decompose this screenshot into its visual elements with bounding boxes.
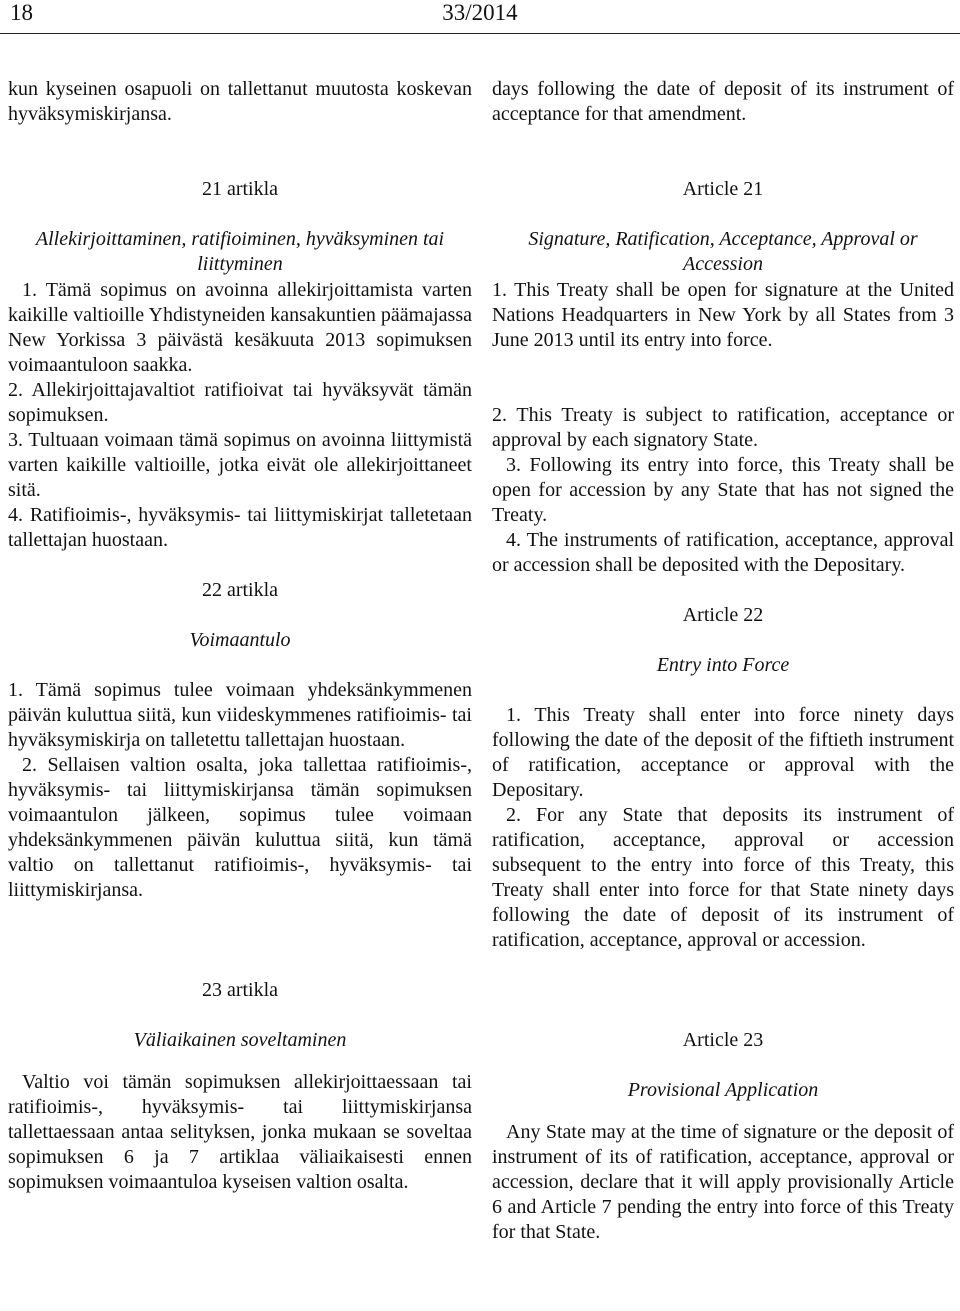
fi-intro-text: kun kyseinen osapuoli on tallettanut muutosta koskevan hyväksymiskirjansa. [8, 78, 472, 125]
fi-article-22-label: 22 artikla [201, 579, 279, 601]
fi-article-21-label: 21 artikla [201, 178, 279, 200]
en-article-21-title: Signature, Ratification, Acceptance, Approval or Accession [528, 228, 918, 275]
en-article-21-para-1: 1. This Treaty shall be open for signature at the United Nations Headquarters in New York by all States from 3 June 2013 until its entry into force. [492, 279, 954, 351]
en-article-22-para-1: 1. This Treaty shall enter into force ninety days following the date of the deposit of the fiftieth instrument of ratification, acceptance or approval with the Depositary. [492, 704, 954, 801]
fi-article-21-title: Allekirjoittaminen, ratifioiminen, hyväksyminen tai liittyminen [35, 228, 445, 275]
en-article-21-para-4: 4. The instruments of ratification, acceptance, approval or accession shall be deposited with the Depositary. [492, 529, 954, 576]
fi-article-21-para-2: 2. Allekirjoittajavaltiot ratifioivat tai hyväksyvät tämän sopimuksen. [8, 379, 472, 426]
fi-article-21-para-4: 4. Ratifioimis-, hyväksymis- tai liittymiskirjat talletetaan tallettajan huostaan. [8, 504, 472, 551]
en-article-23-title: Provisional Application [627, 1079, 819, 1101]
fi-article-23-para-1: Valtio voi tämän sopimuksen allekirjoittaessaan tai ratifioimis-, hyväksymis- tai liittymiskirjansa tallettaessaan antaa selityksen, jonka mukaan se soveltaa sopimuksen 6 ja 7 artiklaa väliaikaisesti ennen sopimuksen voimaantuloa kyseisen valtion osalta. [8, 1071, 472, 1193]
finnish-column [8, 77, 472, 1195]
fi-article-22-title: Voimaantulo [189, 629, 291, 651]
en-article-21-para-3: 3. Following its entry into force, this Treaty shall be open for accession by any State that has not signed the Treaty. [492, 454, 954, 526]
page-number: 18 [10, 0, 33, 25]
page-header [0, 0, 960, 40]
header-rule [0, 33, 960, 34]
en-article-22-title: Entry into Force [656, 654, 790, 676]
english-column [492, 77, 954, 1245]
fi-article-22-para-1: 1. Tämä sopimus tulee voimaan yhdeksänkymmenen päivän kuluttua siitä, kun viideskymmenes ratifioimis- tai hyväksymiskirja on talletettu tallettajan huostaan. [8, 679, 472, 751]
fi-article-21-para-3: 3. Tultuaan voimaan tämä sopimus on avoinna liittymistä varten kaikille valtioille, jotka eivät ole allekirjoittaneet sitä. [8, 429, 472, 501]
fi-article-23-title: Väliaikainen soveltaminen [133, 1029, 347, 1051]
issue-number: 33/2014 [442, 0, 518, 25]
fi-article-22-para-2: 2. Sellaisen valtion osalta, joka tallettaa ratifioimis-, hyväksymis- tai liittymiskirjansa tämän sopimuksen voimaantulon jälkeen, sopimus tulee voimaan yhdeksänkymmenen päivän kuluttua siitä, kun tämä valtio on tallettanut ratifioimis-, hyväksymis- tai liittymiskirjansa. [8, 754, 472, 901]
en-article-23-para-1: Any State may at the time of signature or the deposit of instrument of its of ratification, acceptance, approval or accession, declare that it will apply provisionally Article 6 and Article 7 pending the entry into force of this Treaty for that State. [492, 1121, 954, 1243]
fi-article-23-label: 23 artikla [201, 979, 279, 1001]
en-article-22-para-2: 2. For any State that deposits its instrument of ratification, acceptance, approval or accession subsequent to the entry into force of this Treaty, this Treaty shall enter into force for that State ninety days following the date of deposit of its instrument of ratification, acceptance, approval or accession. [492, 804, 954, 951]
en-intro-text: days following the date of deposit of its instrument of acceptance for that amendment. [492, 78, 954, 125]
en-article-21-label: Article 21 [682, 178, 764, 200]
fi-article-21-para-1: 1. Tämä sopimus on avoinna allekirjoittamista varten kaikille valtioille Yhdistyneiden kansakuntien päämajassa New Yorkissa 3 päivästä kesäkuuta 2013 sopimuksen voimaantuloon saakka. [8, 279, 472, 376]
en-article-23-label: Article 23 [682, 1029, 764, 1051]
en-article-22-label: Article 22 [682, 604, 764, 626]
en-article-21-para-2: 2. This Treaty is subject to ratification, acceptance or approval by each signatory State. [492, 404, 954, 451]
